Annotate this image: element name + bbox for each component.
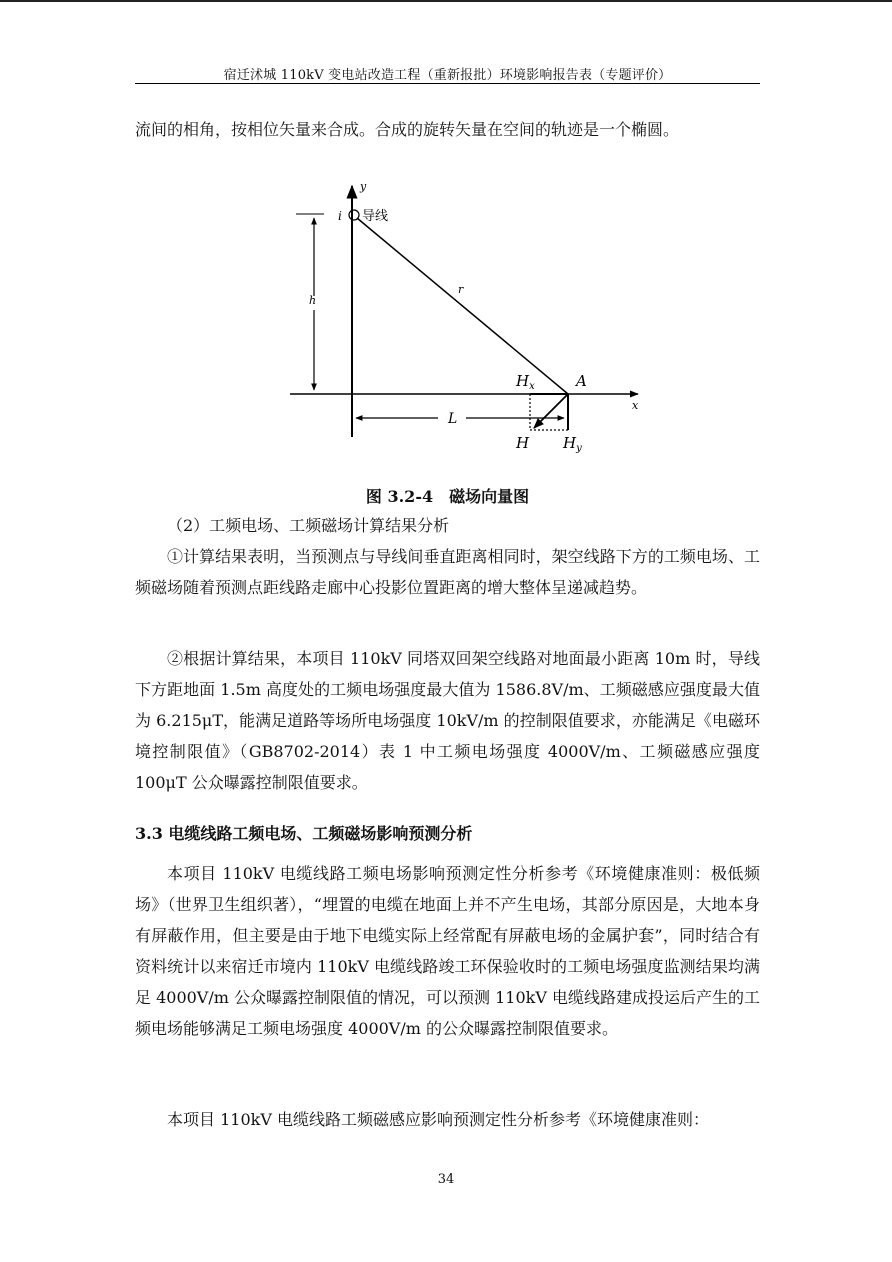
hx-label: $H_x$: [516, 372, 535, 392]
running-header: 宿迁沭城 110kV 变电站改造工程（重新报批）环境影响报告表（专题评价）: [223, 68, 672, 83]
paragraph-continuation: 流间的相角，按相位矢量来合成。合成的旋转矢量在空间的轨迹是一个椭圆。: [135, 120, 680, 139]
paragraph-cable-electric: 本项目 110kV 电缆线路工频电场影响预测定性分析参考《环境健康准则：极低频场》（世界卫生组织著），“埋置的电缆在地面上并不产生电场，其部分原因是，大地本身有屏蔽作用，但主要是由于地下电缆实际上经常配有屏蔽电场的金属护套”，同时结合有资料统计以来宿迁市境内 110kV 电缆线路竣工环保验收时的工频电场强度监测结果均满足 4000V/m 公众曝露控制限值的情况，可以预测 110kV 电缆线路建成投运后产生的工频电场能够满足工频电场强度 4000V/m 的公众曝露控制限值要求。: [135, 864, 760, 1038]
r-line: [357, 218, 568, 394]
hy-label: $H_y$: [563, 434, 582, 454]
h-resultant-label: H: [516, 434, 530, 452]
figure-caption: 图 3.2-4 磁场向量图: [365, 487, 530, 506]
page-number: 34: [437, 1172, 455, 1187]
x-axis-label: x: [632, 399, 639, 412]
point-a-label: A: [576, 372, 587, 390]
l-label: L: [448, 411, 458, 427]
y-axis-label: y: [360, 180, 367, 193]
section-heading: 3.3 电缆线路工频电场、工频磁场影响预测分析: [135, 824, 473, 843]
paragraph-cable-magnetic: 本项目 110kV 电缆线路工频磁感应影响预测定性分析参考《环境健康准则：: [167, 1110, 709, 1129]
subsection-title: （2）工频电场、工频磁场计算结果分析: [167, 516, 450, 535]
paragraph-result-2: ②根据计算结果，本项目 110kV 同塔双回架空线路对地面最小距离 10m 时，导线下方距地面 1.5m 高度处的工频电场强度最大值为 1586.8V/m、工频磁感应强度最大值为 6.215μT，能满足道路等场所电场强度 10kV/m 的控制限值要求，亦能满足《电磁环境控制限值》（GB8702-2014）表 1 中工频电场强度 4000V/m、工频磁感应强度 100μT 公众曝露控制限值要求。: [135, 649, 760, 792]
r-label: r: [458, 283, 464, 296]
header-rule: [135, 83, 760, 84]
current-i-label: i: [338, 209, 342, 223]
h-label: h: [309, 294, 317, 307]
magnetic-field-vector-diagram: [280, 172, 650, 462]
h-resultant-vector: [534, 394, 568, 428]
paragraph-result-1: ①计算结果表明，当预测点与导线间垂直距离相同时，架空线路下方的工频电场、工频磁场随着预测点距线路走廊中心投影位置距离的增大整体呈递减趋势。: [135, 547, 760, 597]
page-top-border: [0, 0, 892, 2]
conductor-label: 导线: [362, 209, 389, 224]
